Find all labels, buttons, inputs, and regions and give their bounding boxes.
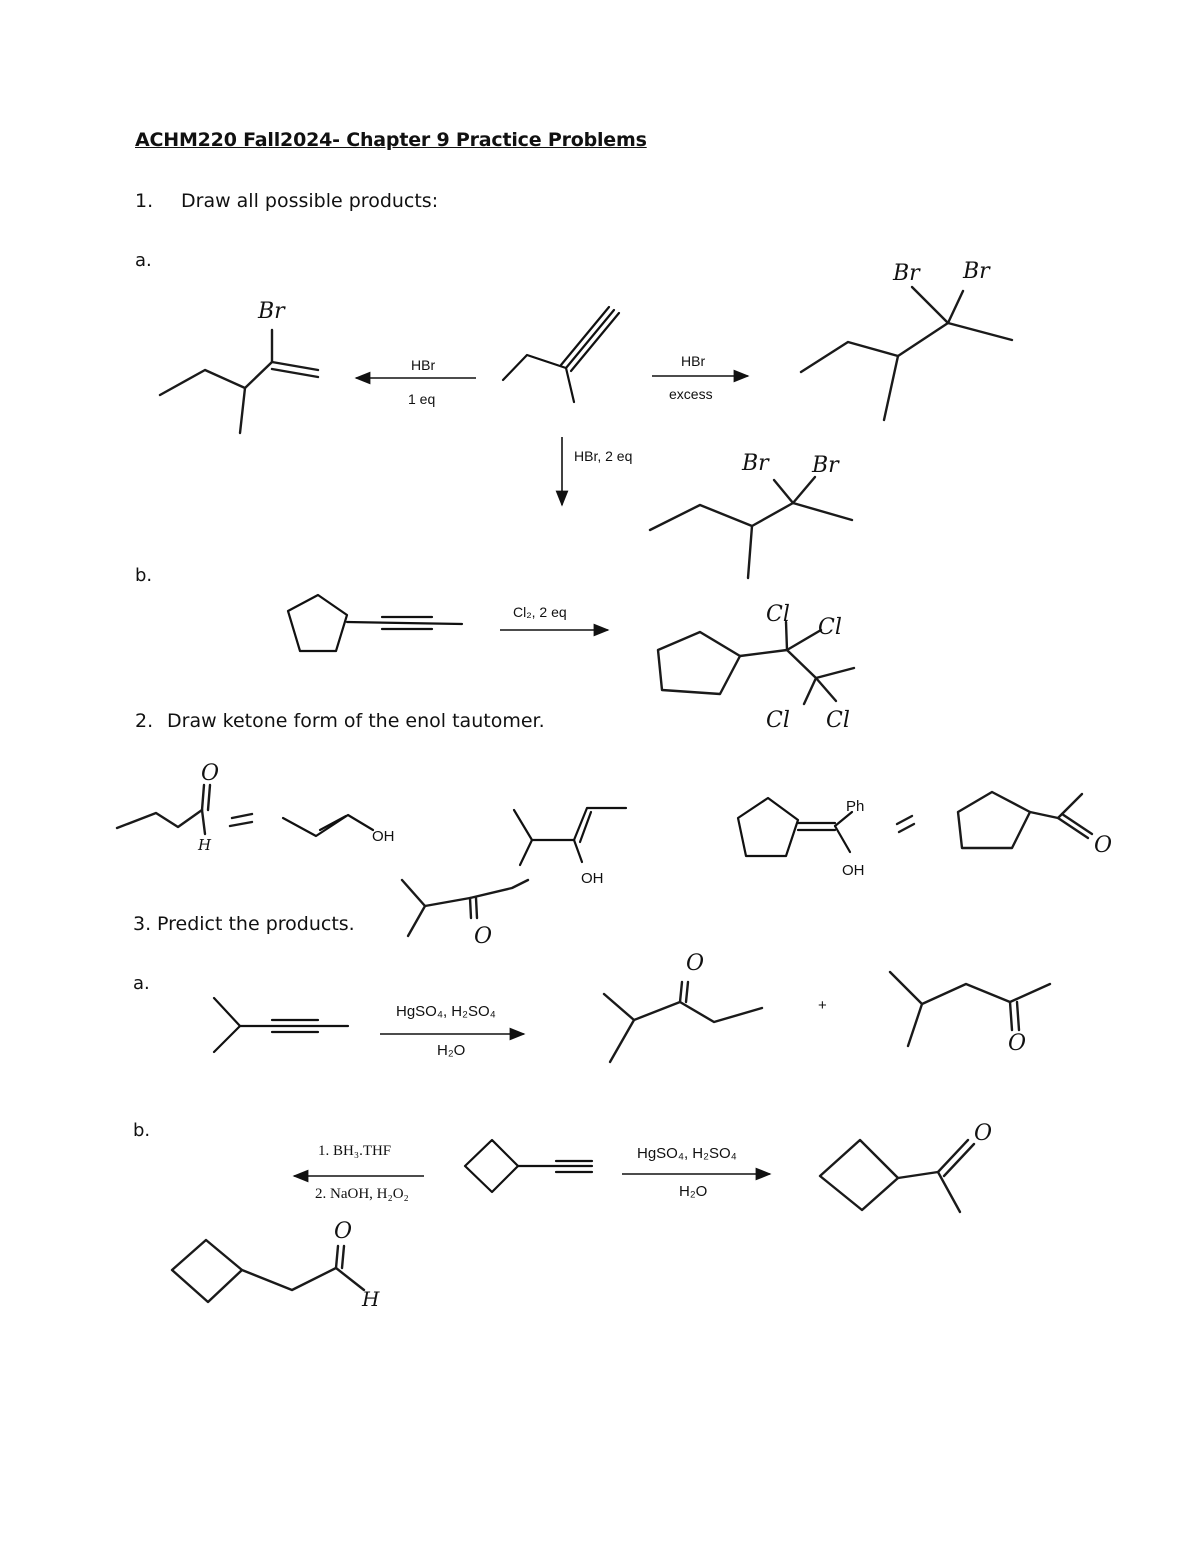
q3b-left-reagent-bottom: 2. NaOH, H₂O₂ <box>315 1186 409 1202</box>
q1a-left-reagent-bottom: 1 eq <box>408 391 436 407</box>
q3b-label: b. <box>133 1120 151 1141</box>
q3a-hand-o-2: O <box>1008 1031 1027 1056</box>
page-title: ACHM220 Fall2024- Chapter 9 Practice Problems <box>135 129 647 151</box>
q2-enol-3 <box>738 798 852 856</box>
q2-handwritten-ketone-3 <box>958 792 1092 848</box>
q1a-right-br-2: Br <box>963 259 990 284</box>
q2-hand-o-2: O <box>474 924 493 949</box>
q3a-reagent-bottom: H₂O <box>437 1042 466 1059</box>
q3b-left-reagent-top: 1. BH₃.THF <box>318 1143 392 1159</box>
q1a-right-product <box>801 287 1012 420</box>
q1a-down-product <box>650 477 852 578</box>
q3-prompt: Predict the products. <box>157 913 355 935</box>
q2-hand-o-1: O <box>201 761 220 786</box>
q1b-cl-4: Cl <box>826 708 850 733</box>
q1a-right-br-1: Br <box>893 261 920 286</box>
q1a-down-reagent: HBr, 2 eq <box>574 448 633 464</box>
q3-number: 3. <box>133 913 152 935</box>
q3b-starting-alkyne <box>465 1140 592 1192</box>
q2-handwritten-ketone-2 <box>402 880 528 936</box>
q2-handwritten-aldehyde <box>117 785 210 834</box>
q1a-down-br-2: Br <box>812 453 839 478</box>
q2-ph: Ph <box>846 798 865 815</box>
q3b-hand-h: H <box>362 1287 380 1311</box>
q1a-left-br: Br <box>258 299 285 324</box>
q1b-starting-alkyne <box>288 595 462 651</box>
q1a-label: a. <box>135 250 152 271</box>
q1a-left-reagent-top: HBr <box>411 357 436 373</box>
q3a-reagent-top: HgSO₄, H₂SO₄ <box>396 1003 496 1020</box>
q2-oh-1: OH <box>372 828 395 845</box>
q3a-label: a. <box>133 973 150 994</box>
q3b-right-reagent-bottom: H₂O <box>679 1183 708 1200</box>
q1a-starting-alkyne <box>503 307 619 402</box>
q2-prompt: Draw ketone form of the enol tautomer. <box>167 710 545 732</box>
q2-enol-2 <box>514 808 626 865</box>
q1a-left-product <box>160 330 318 433</box>
q1b-reagent: Cl₂, 2 eq <box>513 604 567 620</box>
q3b-right-reagent-top: HgSO₄, H₂SO₄ <box>637 1145 737 1162</box>
q2-hand-h-1: H <box>198 836 212 854</box>
q3b-left-product <box>172 1240 364 1302</box>
q1-number: 1. <box>135 190 154 212</box>
q3b-hand-o-2: O <box>974 1121 993 1146</box>
q3a-starting-alkyne <box>214 998 348 1052</box>
q3b-right-product <box>820 1140 974 1212</box>
q1-prompt: Draw all possible products: <box>181 190 439 212</box>
q1b-cl-1: Cl <box>766 602 790 627</box>
q2-oh-2: OH <box>581 870 604 887</box>
q1a-down-br-1: Br <box>742 451 769 476</box>
q1a-right-reagent-bottom: excess <box>669 386 713 402</box>
q2-equilibrium-2 <box>897 816 914 832</box>
q2-number: 2. <box>135 710 154 732</box>
q1a-right-reagent-top: HBr <box>681 353 706 369</box>
q3a-hand-o-1: O <box>686 951 705 976</box>
q1b-label: b. <box>135 565 153 586</box>
q1b-cl-3: Cl <box>766 708 790 733</box>
q3b-hand-o-1: O <box>334 1219 353 1244</box>
q2-equilibrium-1 <box>230 814 252 826</box>
q3a-plus: + <box>818 997 827 1014</box>
q2-enol-1 <box>283 815 373 836</box>
q2-hand-o-3: O <box>1094 833 1113 858</box>
q3a-product-1 <box>604 982 762 1062</box>
q2-oh-3: OH <box>842 862 865 879</box>
q1b-cl-2: Cl <box>818 615 842 640</box>
